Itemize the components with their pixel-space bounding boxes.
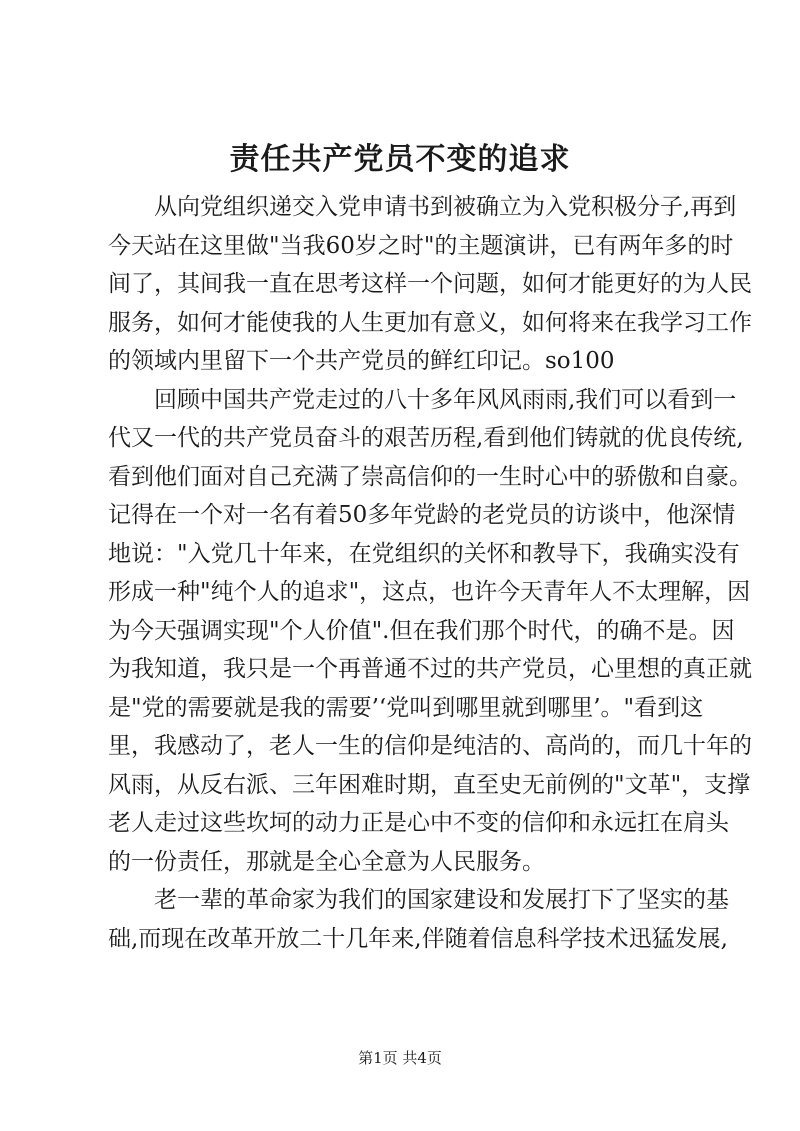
text-line: 今天站在这里做"当我60岁之时"的主题演讲，已有两年多的时 <box>108 232 734 259</box>
paragraph-2 <box>108 381 752 882</box>
document-body <box>108 188 752 958</box>
text-line: 间了，其间我一直在思考这样一个问题，如何才能更好的为人民 <box>108 271 752 297</box>
text-line: 为今天强调实现"个人价值".但在我们那个时代，的确不是。因 <box>108 617 735 644</box>
text-line: 里，我感动了，老人一生的信仰是纯洁的、高尚的，而几十年的 <box>108 733 752 759</box>
text-line: 老人走过这些坎坷的动力正是心中不变的信仰和永远扛在肩头 <box>108 810 729 836</box>
text-line: 为我知道，我只是一个再普通不过的共产党员，心里想的真正就 <box>108 656 752 682</box>
text-line: 从向党组织递交入党申请书到被确立为入党积极分子,再到 <box>154 194 737 220</box>
text-line: 服务，如何才能使我的人生更加有意义，如何将来在我学习工作 <box>108 309 752 336</box>
text-line: 形成一种"纯个人的追求"，这点，也许今天青年人不太理解，因 <box>108 579 751 605</box>
text-line: 记得在一个对一名有着50多年党龄的老党员的访谈中，他深情 <box>108 502 736 528</box>
text-line: 风雨，从反右派、三年困难时期，直至史无前例的"文革"，支撑 <box>108 771 751 798</box>
paragraph-3 <box>108 881 729 958</box>
paragraph-1 <box>108 188 752 381</box>
text-line: 代又一代的共产党员奋斗的艰苦历程,看到他们铸就的优良传统, <box>108 425 744 451</box>
text-line: 础,而现在改革开放二十几年来,伴随着信息科学技术迅猛发展, <box>108 925 728 952</box>
text-line: 的一份责任，那就是全心全意为人民服务。 <box>108 848 545 875</box>
text-line: 看到他们面对自己充满了崇高信仰的一生时心中的骄傲和自豪。 <box>108 463 752 490</box>
text-line: 回顾中国共产党走过的八十多年风风雨雨,我们可以看到一 <box>154 386 737 413</box>
text-line: 是"党的需要就是我的需要’‘党叫到哪里就到哪里’。"看到这 <box>108 694 704 721</box>
document-title: 责任共产党员不变的追求 <box>229 142 571 177</box>
text-line: 地说："入党几十年来，在党组织的关怀和教导下，我确实没有 <box>108 540 740 567</box>
text-line: 老一辈的革命家为我们的国家建设和发展打下了坚实的基 <box>154 887 729 913</box>
text-line: 的领域内里留下一个共产党员的鲜红印记。so100 <box>108 348 615 374</box>
page-number-footer: 第1页 共4页 <box>358 1049 442 1067</box>
